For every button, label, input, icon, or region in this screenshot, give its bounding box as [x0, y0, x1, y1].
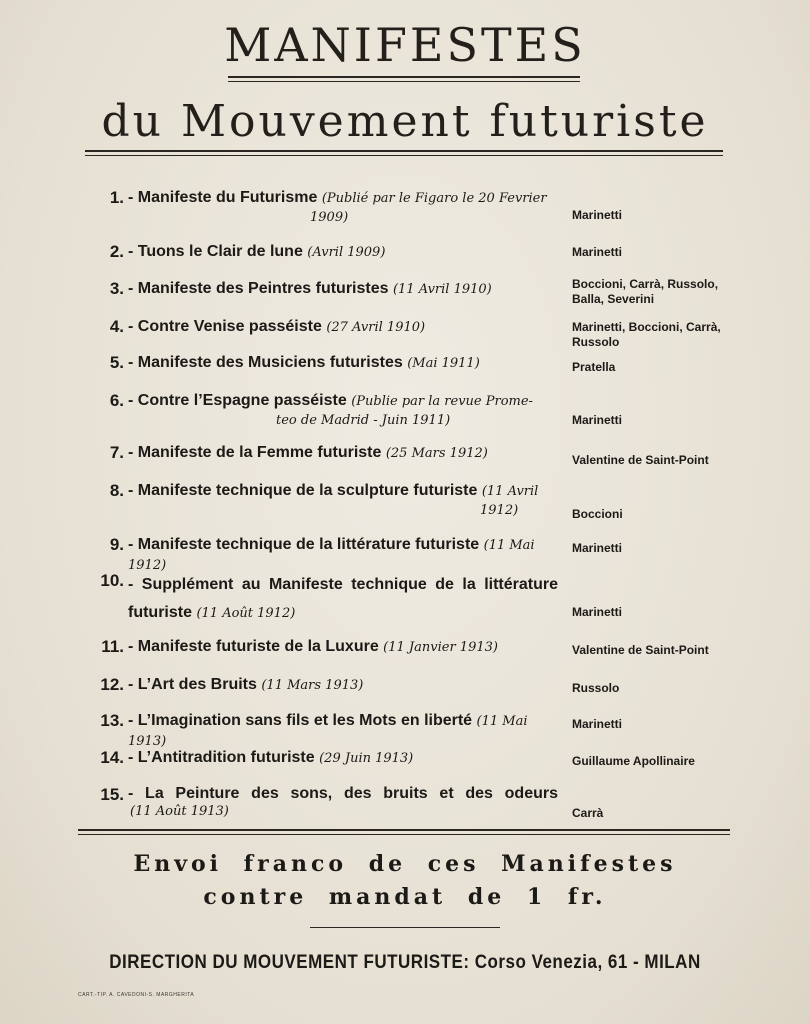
item-text	[128, 711, 568, 751]
item-title: - Manifeste du Futurisme	[128, 189, 318, 206]
item-author	[572, 320, 742, 350]
item-number: 2.	[109, 242, 124, 261]
item-number: 3.	[109, 279, 124, 298]
direction-address: DIRECTION DU MOUVEMENT FUTURISTE: Corso Venezia, 61 - MILAN	[109, 950, 701, 973]
printer-imprint: CART.-TIP. A. CAVEDONI-S. MARGHERITA	[78, 992, 195, 998]
item-note: (11 Août 1913)	[130, 804, 229, 819]
title-rule-thin	[228, 81, 580, 82]
item-text	[128, 279, 558, 299]
footer-rule-thin	[78, 834, 730, 835]
item-note: (11 Mai 1912)	[128, 538, 535, 573]
item-text	[128, 242, 558, 262]
item-text	[128, 535, 568, 575]
item-title: - Tuons le Clair de lune	[128, 243, 303, 260]
item-number: 10.	[100, 571, 124, 590]
item-number: 5.	[109, 353, 124, 372]
item-title: - Manifeste de la Femme futuriste	[128, 444, 382, 461]
item-note: (Avril 1909)	[307, 245, 386, 260]
item-note: (Publié par le Figaro le 20 Fevrier	[321, 191, 547, 206]
item-number: 11.	[101, 637, 124, 656]
item-note-cont: 1912)	[480, 503, 519, 518]
item-text	[128, 391, 558, 430]
item-author: Marinetti	[572, 208, 623, 222]
footer-rule	[78, 829, 730, 831]
title-rule	[228, 76, 580, 78]
subtitle-rule	[85, 150, 723, 152]
item-author: Russolo	[572, 681, 620, 695]
item-note-cont: teo de Madrid - Juin 1911)	[276, 413, 451, 428]
item-note: (11 Mai 1913)	[128, 714, 528, 749]
item-title: - L’Antitradition futuriste	[128, 749, 315, 766]
item-number: 6.	[109, 391, 124, 410]
item-author: Carrà	[572, 806, 604, 820]
item-text	[128, 571, 558, 628]
item-note-cont: 1909)	[310, 210, 349, 225]
item-title: - Manifeste technique de la littérature futuriste	[128, 536, 480, 553]
item-number: 8.	[109, 481, 124, 500]
item-author: Pratella	[572, 360, 616, 374]
item-note: (Publie par la revue Prome-	[351, 394, 533, 409]
item-title: - Manifeste technique de la sculpture futuriste	[128, 482, 478, 499]
item-title: - Manifeste futuriste de la Luxure	[128, 638, 379, 655]
item-note: (11 Avril 1910)	[392, 282, 492, 297]
item-text	[128, 188, 558, 227]
subtitle-rule-thin	[85, 155, 723, 156]
item-text	[128, 785, 558, 820]
item-author: Boccioni	[572, 507, 623, 521]
item-title-cont: futuriste	[128, 604, 192, 621]
item-title: - Manifeste des Musiciens futuristes	[128, 354, 403, 371]
item-note: (25 Mars 1912)	[385, 446, 488, 461]
item-title: - L’Imagination sans fils et les Mots en liberté	[128, 712, 473, 729]
item-author: Marinetti	[572, 245, 623, 259]
item-author: Valentine de Saint-Point	[572, 453, 709, 467]
item-number: 13.	[100, 711, 124, 730]
item-title: - Contre Venise passéiste	[128, 318, 322, 335]
poster-subtitle: du Mouvement futuriste	[101, 96, 709, 147]
item-author: Marinetti	[572, 717, 623, 731]
author-line: Russolo	[572, 335, 620, 349]
envoi-line-2: contre mandat de 1 fr.	[203, 884, 607, 910]
item-author: Guillaume Apollinaire	[572, 754, 695, 768]
item-title: - Manifeste des Peintres futuristes	[128, 280, 389, 297]
item-text	[128, 317, 558, 337]
item-note: (11 Avril	[481, 484, 539, 499]
item-author	[572, 277, 742, 307]
item-text	[128, 637, 558, 657]
author-line: Boccioni, Carrà, Russolo,	[572, 277, 719, 291]
item-author: Marinetti	[572, 413, 623, 427]
item-title: - Contre l’Espagne passéiste	[128, 392, 347, 409]
item-text	[128, 481, 558, 520]
item-text	[128, 748, 558, 768]
envoi-line-1: Envoi franco de ces Manifestes	[133, 851, 677, 877]
item-author: Marinetti	[572, 605, 623, 619]
item-title: - La Peinture des sons, des bruits et des odeurs	[128, 785, 558, 802]
item-author: Valentine de Saint-Point	[572, 643, 709, 657]
item-number: 12.	[100, 675, 124, 694]
item-number: 1.	[109, 188, 124, 207]
item-text	[128, 353, 558, 373]
item-number: 4.	[109, 317, 124, 336]
item-author: Marinetti	[572, 541, 623, 555]
item-number: 14.	[100, 748, 124, 767]
envoi-rule	[310, 927, 500, 928]
item-number: 15.	[100, 785, 124, 804]
item-note: (29 Juin 1913)	[319, 751, 414, 766]
item-title: - L’Art des Bruits	[128, 676, 257, 693]
item-note: (11 Janvier 1913)	[383, 640, 498, 655]
item-text	[128, 443, 558, 463]
item-number: 7.	[109, 443, 124, 462]
item-text	[128, 675, 558, 695]
author-line: Balla, Severini	[572, 292, 655, 306]
item-note: (11 Mars 1913)	[261, 678, 364, 693]
item-note: (27 Avril 1910)	[326, 320, 426, 335]
item-note: (Mai 1911)	[407, 356, 480, 371]
item-title: - Supplément au Manifeste technique de la littérature	[128, 576, 558, 593]
author-line: Marinetti, Boccioni, Carrà,	[572, 320, 721, 334]
item-note: (11 Août 1912)	[196, 606, 296, 621]
poster-title: MANIFESTES	[224, 18, 586, 72]
item-number: 9.	[109, 535, 124, 554]
